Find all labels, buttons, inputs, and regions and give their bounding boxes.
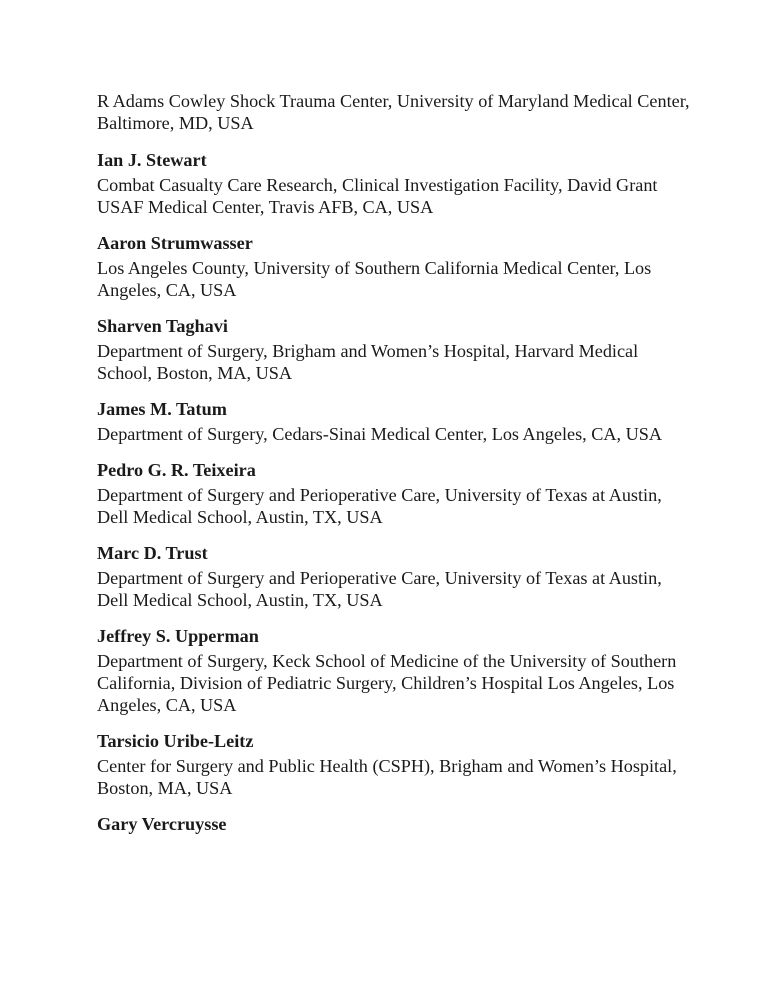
contributor-list-page — [97, 90, 697, 849]
contributor-name: Tarsicio Uribe-Leitz — [97, 731, 254, 751]
contributor-name: Marc D. Trust — [97, 543, 208, 563]
contributor-affiliation: Center for Surgery and Public Health (CSPH), Brigham and Women’s Hospital, Boston, MA, USA — [97, 756, 677, 798]
contributor-name: Pedro G. R. Teixeira — [97, 460, 256, 480]
contributor-entry — [97, 232, 697, 301]
contributor-affiliation: Department of Surgery, Cedars-Sinai Medical Center, Los Angeles, CA, USA — [97, 424, 662, 444]
contributor-name: Gary Vercruysse — [97, 814, 227, 834]
contributor-name: Jeffrey S. Upperman — [97, 626, 259, 646]
contributor-entry — [97, 149, 697, 218]
contributor-affiliation: Department of Surgery, Keck School of Medicine of the University of Southern California, Division of Pediatric Surgery, Children’s Hospital Los Angeles, Los Angeles, CA, USA — [97, 651, 677, 715]
contributor-entry — [97, 398, 697, 445]
contributor-entry — [97, 625, 697, 716]
contributor-entry — [97, 730, 697, 799]
contributor-name: Sharven Taghavi — [97, 316, 228, 336]
contributor-affiliation: Department of Surgery and Perioperative Care, University of Texas at Austin, Dell Medical School, Austin, TX, USA — [97, 568, 662, 610]
contributor-name: Ian J. Stewart — [97, 150, 207, 170]
contributor-affiliation: Department of Surgery and Perioperative Care, University of Texas at Austin, Dell Medical School, Austin, TX, USA — [97, 485, 662, 527]
contributor-entry — [97, 459, 697, 528]
continued-affiliation: R Adams Cowley Shock Trauma Center, University of Maryland Medical Center, Baltimore, MD, USA — [97, 91, 690, 133]
contributor-name: James M. Tatum — [97, 399, 227, 419]
contributor-entry — [97, 542, 697, 611]
contributor-affiliation: Combat Casualty Care Research, Clinical Investigation Facility, David Grant USAF Medical Center, Travis AFB, CA, USA — [97, 175, 658, 217]
contributor-entry — [97, 315, 697, 384]
contributor-name: Aaron Strumwasser — [97, 233, 253, 253]
contributor-affiliation: Los Angeles County, University of Southern California Medical Center, Los Angeles, CA, USA — [97, 258, 652, 300]
contributor-entry — [97, 813, 697, 835]
contributor-affiliation: Department of Surgery, Brigham and Women’s Hospital, Harvard Medical School, Boston, MA, USA — [97, 341, 639, 383]
